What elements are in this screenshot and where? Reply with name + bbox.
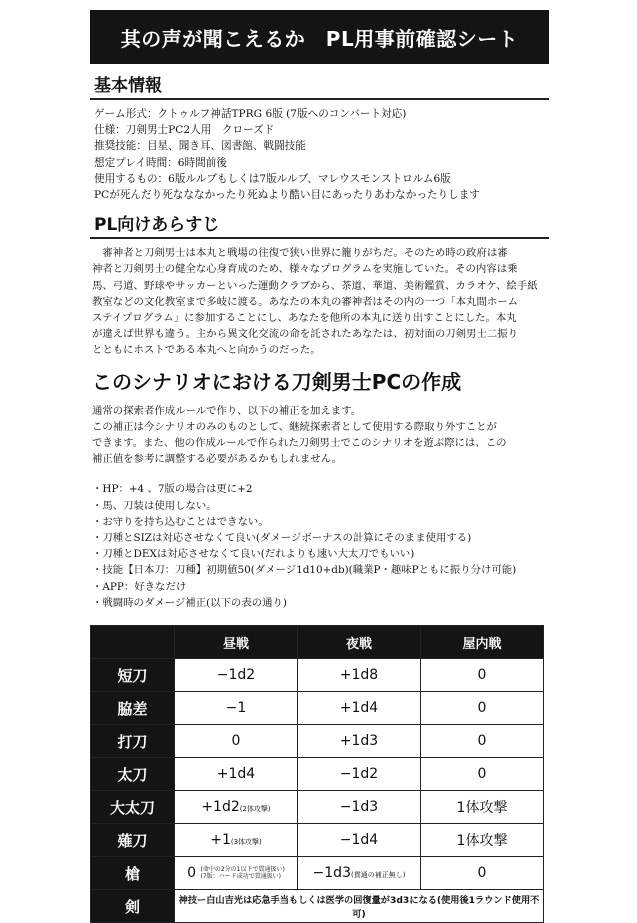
cell-day-note: (7版：ハード成功で貫通扱い)	[200, 873, 282, 881]
cell-day	[175, 824, 298, 857]
synopsis-line: とともにホストである本丸へと向かうのだった。	[92, 344, 321, 357]
synopsis-body	[90, 239, 549, 358]
row-header-uchigatana: 打刀	[91, 725, 175, 758]
cell-day	[175, 857, 298, 890]
creation-intro-line: この補正は今シナリオのみのものとして、継続探索者として使用する際取り外すことが	[92, 420, 497, 433]
creation-intro-line: できます。また、他の作成ルールで作られた刀剣男士でこのシナリオを遊ぶ際には、この	[92, 437, 507, 450]
row-header-yari: 槍	[91, 857, 175, 890]
cell-indoor: 0	[421, 725, 544, 758]
basic-info-line: 使用するもの：6版ルルブもしくは7版ルルブ、マレウスモンストロルム6版	[94, 172, 451, 185]
cell-day	[175, 791, 298, 824]
rule-item: ・戦闘時のダメージ補正(以下の表の通り)	[92, 596, 287, 609]
row-header-naginata: 薙刀	[91, 824, 175, 857]
rule-item: ・刀種とSIZは対応させなくて良い(ダメージボーナスの計算にそのまま使用する)	[92, 532, 472, 545]
cell-indoor: 0	[421, 758, 544, 791]
cell-indoor: 1体攻撃	[421, 791, 544, 824]
row-header-tachi: 太刀	[91, 758, 175, 791]
damage-modifier-table	[90, 625, 544, 923]
row-header-wakizashi: 脇差	[91, 692, 175, 725]
table-row	[91, 758, 544, 791]
rule-item: ・技能【日本刀：刀種】初期値50(ダメージ1d10+db)(職業P・趣味Pともに振り分け可能)	[92, 564, 517, 577]
cell-ken-description: 神技ー白山吉光は応急手当もしくは医学の回復量が3d3になる(使用後1ラウンド使用不可)	[175, 890, 544, 923]
table-row	[91, 890, 544, 923]
cell-day: −1d2	[175, 659, 298, 692]
cell-day: −1	[175, 692, 298, 725]
cell-day-value: 0	[187, 865, 197, 882]
cell-night-value: −1d3	[312, 865, 351, 882]
table-row	[91, 659, 544, 692]
synopsis-line: 教室などの文化教室まで多岐に渡る。あなたの本丸の審神者はその内の一つ「本丸間ホーム	[92, 295, 519, 308]
table-header-row	[91, 626, 544, 659]
rule-item: ・APP：好きなだけ	[92, 580, 187, 593]
table-row	[91, 791, 544, 824]
creation-intro	[90, 397, 549, 468]
basic-info-line: 推奨技能：目星、聞き耳、図書館、戦闘技能	[94, 140, 306, 153]
cell-day-note: (2体攻撃)	[239, 805, 271, 814]
creation-intro-line: 通常の探索者作成ルールで作り、以下の補正を加えます。	[92, 404, 362, 417]
synopsis-line: 馬、弓道、野球やサッカーといった運動クラブから、茶道、華道、美術鑑賞、カラオケ、絵手紙	[92, 279, 538, 292]
cell-day-note: (3体攻撃)	[230, 838, 262, 847]
basic-info-line: PCが死んだり死なななかったり死ぬより酷い目にあったりあわなかったりします	[94, 189, 480, 202]
row-header-ken: 剣	[91, 890, 175, 923]
basic-info-body	[90, 100, 549, 203]
table-row	[91, 725, 544, 758]
cell-night: +1d4	[298, 692, 421, 725]
cell-night: +1d3	[298, 725, 421, 758]
rule-item: ・お守りを持ち込むことはできない。	[92, 515, 269, 528]
basic-info-line: 仕様：刀剣男士PC2人用 クローズド	[94, 124, 275, 137]
column-header-indoor: 屋内戦	[421, 626, 544, 659]
cell-day-value: +1	[210, 832, 231, 849]
column-header-night: 夜戦	[298, 626, 421, 659]
rule-item: ・刀種とDEXは対応させなくて良い(だれよりも速い大太刀でもいい)	[92, 548, 415, 561]
table-corner-cell	[91, 626, 175, 659]
cell-night: −1d3	[298, 791, 421, 824]
synopsis-line: 審神者と刀剣男士は本丸と戦場の往復で狭い世界に籠りがちだ。そのため時の政府は審	[92, 247, 508, 260]
basic-info-heading: 基本情報	[90, 72, 549, 100]
basic-info-line: ゲーム形式：クトゥルフ神話TPRG 6版 (7版へのコンバート対応)	[94, 108, 407, 120]
synopsis-heading: PL向けあらすじ	[90, 211, 549, 239]
basic-info-line: 想定プレイ時間：6時間前後	[94, 156, 227, 169]
table-row	[91, 692, 544, 725]
table-row	[91, 857, 544, 890]
creation-rules	[90, 481, 549, 611]
creation-intro-line: 補正値を参考に調整する必要があるかもしれません。	[92, 453, 342, 466]
cell-day-notes	[201, 866, 285, 880]
cell-night: −1d4	[298, 824, 421, 857]
row-header-otachi: 大太刀	[91, 791, 175, 824]
synopsis-line: が違えば世界も違う。主から異文化交流の命を託されたあなたは、初対面の刀剣男士二振り	[92, 328, 519, 341]
cell-night	[298, 857, 421, 890]
cell-indoor: 0	[421, 692, 544, 725]
page-title: 其の声が聞こえるか PL用事前確認シート	[90, 10, 549, 64]
rule-item: ・馬、刀装は使用しない。	[92, 499, 217, 512]
column-header-day: 昼戦	[175, 626, 298, 659]
cell-night: −1d2	[298, 758, 421, 791]
cell-indoor: 0	[421, 659, 544, 692]
spacer	[90, 467, 549, 481]
rule-item: ・HP：+4 、7版の場合は更に+2	[92, 483, 253, 496]
cell-day-value: +1d2	[201, 799, 240, 816]
table-row	[91, 824, 544, 857]
cell-day-note: (命中の2分の1以下で貫通扱い)	[200, 866, 285, 874]
synopsis-line: ステイプログラム」に参加することにし、あなたを他所の本丸に送り出すことにした。本丸	[92, 312, 517, 325]
creation-heading: このシナリオにおける刀剣男士PCの作成	[92, 369, 462, 394]
row-header-tanto: 短刀	[91, 659, 175, 692]
cell-night-note: (貫通の補正無し)	[350, 871, 406, 880]
synopsis-line: 神者と刀剣男士の健全な心身育成のため、様々なプログラムを実施していた。その内容は乗	[92, 263, 518, 276]
cell-night: +1d8	[298, 659, 421, 692]
cell-day: +1d4	[175, 758, 298, 791]
cell-indoor: 1体攻撃	[421, 824, 544, 857]
cell-day: 0	[175, 725, 298, 758]
cell-indoor: 0	[421, 857, 544, 890]
